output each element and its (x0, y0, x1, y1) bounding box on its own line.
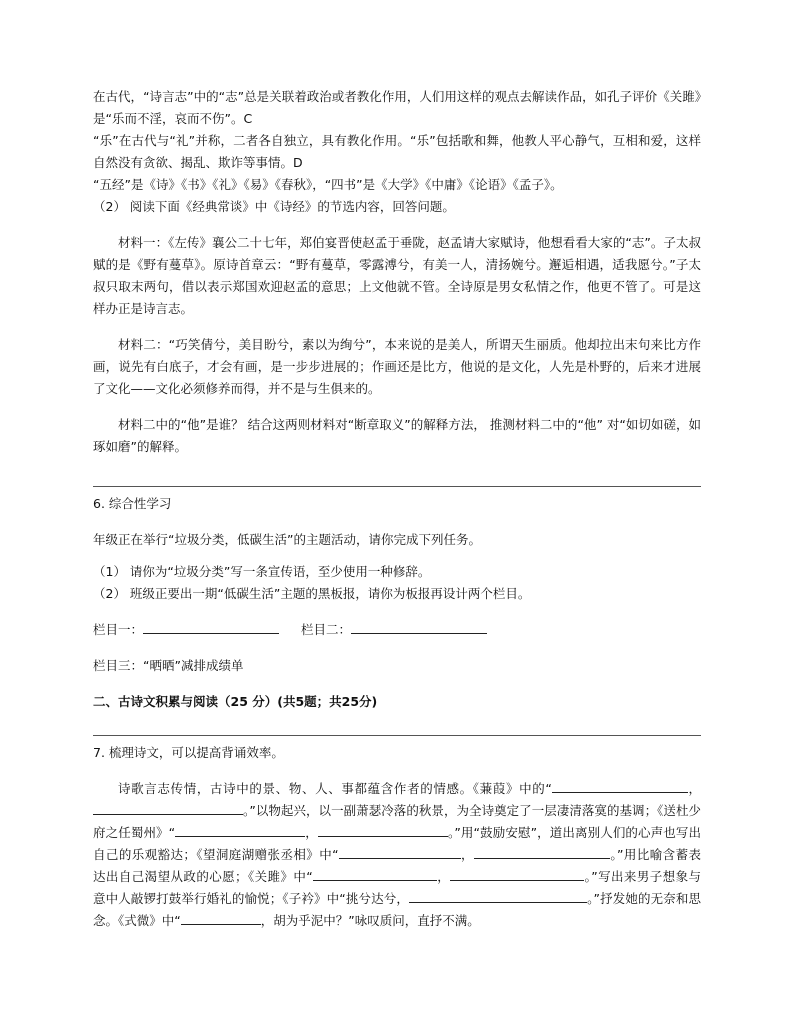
q5-option-d: “乐”在古代与“礼”并称，二者各自独立，具有教化作用。“乐”包括歌和舞，他教人平心静气，互相和爱，这样自然没有贪欲、揭乱、欺诈等事情。D (93, 133, 701, 170)
answer-blank[interactable] (93, 800, 243, 815)
q5-option-c: 在古代，“诗言志”中的“志”总是关联着政治或者教化作用，人们用这样的观点去解读作品，如孔子评价《关雎》是“乐而不淫，哀而不伤”。C (93, 89, 701, 126)
answer-blank[interactable] (409, 844, 461, 859)
material-one: 材料一：《左传》襄公二十七年，郑伯宴晋使赵孟于垂陇，赵孟请大家赋诗，他想看看大家的“志”。子太叔赋的是《野有蔓草》。原诗首章云：“野有蔓草，零露溥兮，有美一人，清扬婉兮。邂逅相遇，适我愿兮。”子太叔只取末两句，借以表示郑国欢迎赵孟的意思；上文他就不管。全诗原是男女私情之作，他更不管了。可是这样办正是诗言志。 (93, 235, 701, 316)
q6-columns-row (93, 619, 701, 641)
answer-blank[interactable] (175, 822, 305, 837)
q6-intro: 年级正在举行“垃圾分类，低碳生活”的主题活动，请你完成下列任务。 (93, 532, 481, 547)
q7-passage: 诗歌言志传情，古诗中的景、物、人、事都蕴含作者的情感。《蒹葭》中的“ ，。”以物起兴，以一副萧瑟冷落的秋景，为全诗奠定了一层凄清落寞的基调；《送杜少府之任蜀州》“ ， 。”用“鼓励安慰”，道出离别人们的心声也写出自己的乐观豁达；《望洞庭湖赠张丞相》中“ ， 。”用比喻含蓄表达出自己渴望从政的心愿；《关雎》中“ ， 。”写出来男子想象与意中人敲锣打鼓举行婚礼的愉悦；《子衿》中“挑兮达兮， 。”抒发她的无奈和思念。《式微》中“ ，胡为乎泥中？”咏叹质问，直抒不满。 (93, 778, 701, 932)
divider (93, 735, 701, 736)
answer-blank[interactable] (181, 910, 251, 925)
q6-task-2: （2） 班级正要出一期“低碳生活”主题的黑板报，请你为板报再设计两个栏目。 (93, 586, 531, 601)
q5-sub2-prompt: （2） 阅读下面《经典常谈》中《诗经》的节选内容，回答问题。 (93, 199, 455, 214)
answer-blank[interactable] (450, 866, 584, 881)
answer-blank[interactable] (409, 888, 587, 903)
column-two-blank[interactable] (351, 619, 487, 634)
q5-question: 材料二中的“他”是谁？ 结合这两则材料对“断章取义”的解释方法， 推测材料二中的“他” 对“如切如磋，如琢如磨”的解释。 (93, 417, 701, 454)
answer-blank[interactable] (474, 844, 610, 859)
answer-blank[interactable] (552, 778, 662, 793)
answer-blank[interactable] (251, 910, 261, 925)
q6-task-1: （1） 请你为“垃圾分类”写一条宣传语，至少使用一种修辞。 (93, 564, 431, 579)
column-three: 栏目三：“晒晒”减排成绩单 (93, 658, 244, 673)
answer-blank[interactable] (357, 866, 437, 881)
divider (93, 486, 701, 487)
q6-title: 6. 综合性学习 (93, 496, 172, 511)
column-one-blank[interactable] (143, 619, 279, 634)
answer-blank[interactable] (339, 844, 409, 859)
exam-page (93, 86, 701, 932)
answer-blank[interactable] (662, 778, 688, 793)
section-two-title: 二、古诗文积累与阅读（25 分）(共5题；共25分) (93, 694, 378, 709)
answer-blank[interactable] (313, 866, 357, 881)
answer-blank[interactable] (318, 822, 448, 837)
q5-option-e: “五经”是《诗》《书》《礼》《易》《春秋》，“四书”是《大学》《中庸》《论语》《孟子》。 (93, 177, 563, 192)
material-two: 材料二：“巧笑倩兮，美目盼兮，素以为绚兮”，本来说的是美人，所谓天生丽质。他却拉出末句来比方作画，说先有白底子，才会有画，是一步步进展的；作画还是比方，他说的是文化，人先是朴野的，后来才进展了文化——文化必须修养而得，并不是与生俱来的。 (93, 337, 701, 396)
q7-title: 7. 梳理诗文，可以提高背诵效率。 (93, 745, 284, 760)
column-two-label: 栏目二： (300, 622, 351, 637)
column-one-label: 栏目一： (93, 622, 144, 637)
